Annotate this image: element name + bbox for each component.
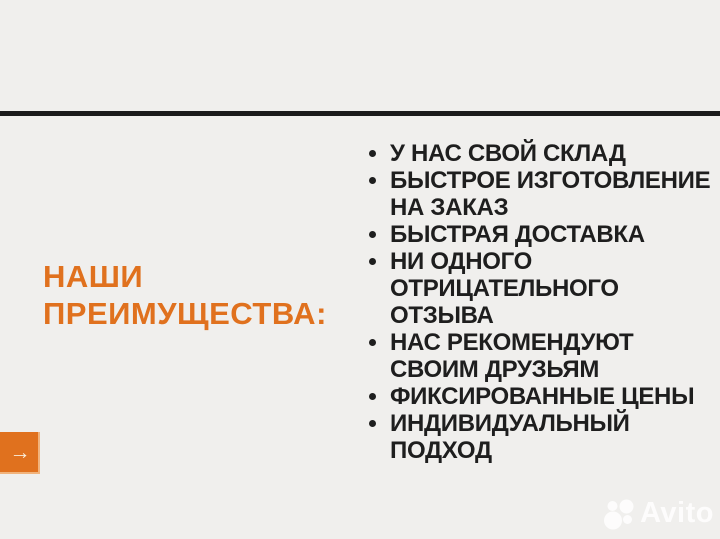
- bullet-dot: [369, 339, 376, 346]
- slide-title: [43, 258, 327, 332]
- advantage-text: У НАС СВОЙ СКЛАД: [390, 140, 626, 167]
- avito-watermark: [603, 495, 714, 531]
- avito-logo-icon: [603, 495, 637, 531]
- next-arrow-tile[interactable]: [0, 432, 40, 474]
- advantage-text: БЫСТРАЯ ДОСТАВКА: [390, 221, 645, 248]
- bullet-dot: [369, 258, 376, 265]
- bullet-dot: [369, 231, 376, 238]
- advantage-text: НАС РЕКОМЕНДУЮТ СВОИМ ДРУЗЬЯМ: [390, 329, 634, 383]
- avito-watermark-label: Avito: [640, 496, 714, 529]
- advantages-list: [369, 140, 710, 464]
- slide-title-line-2: ПРЕИМУЩЕСТВА:: [43, 296, 327, 331]
- advantage-text: ФИКСИРОВАННЫЕ ЦЕНЫ: [390, 383, 695, 410]
- advantage-item: [369, 410, 710, 464]
- slide-title-line-1: НАШИ: [43, 259, 144, 294]
- right-arrow-icon: →: [9, 440, 31, 464]
- bullet-dot: [369, 420, 376, 427]
- bullet-dot: [369, 393, 376, 400]
- advantage-item: [369, 167, 710, 221]
- advantage-item: [369, 140, 710, 167]
- advantage-text: БЫСТРОЕ ИЗГОТОВЛЕНИЕ НА ЗАКАЗ: [390, 167, 711, 221]
- bullet-dot: [369, 177, 376, 184]
- advantage-item: [369, 248, 710, 329]
- bullet-dot: [369, 150, 376, 157]
- top-divider: [0, 111, 720, 116]
- advantage-text: ИНДИВИДУАЛЬНЫЙ ПОДХОД: [390, 410, 630, 464]
- advantage-item: [369, 383, 710, 410]
- advantage-item: [369, 329, 710, 383]
- advantage-text: НИ ОДНОГО ОТРИЦАТЕЛЬНОГО ОТЗЫВА: [390, 248, 619, 329]
- advantage-item: [369, 221, 710, 248]
